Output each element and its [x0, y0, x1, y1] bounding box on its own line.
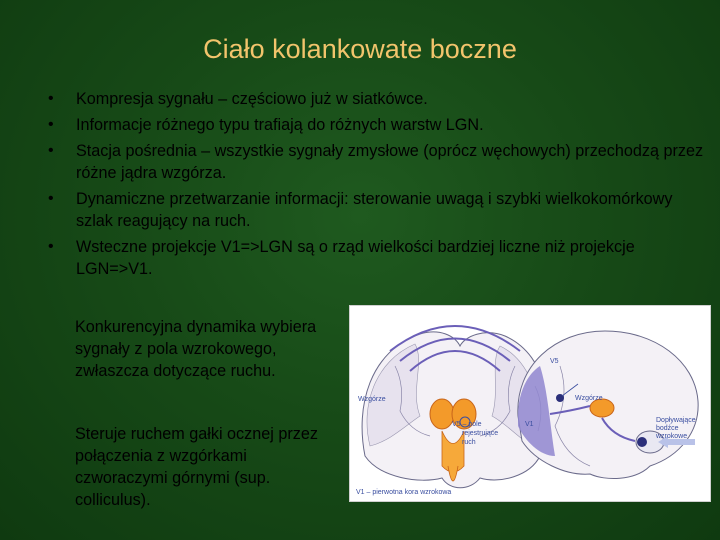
brain-diagram	[350, 306, 710, 501]
bullet-text: Informacje różnego typu trafiają do różnych warstw LGN.	[76, 116, 484, 134]
label-v1: V1	[525, 421, 534, 428]
bullet-item	[46, 188, 706, 232]
bullet-dot-icon: •	[48, 116, 54, 133]
bullet-text: Stacja pośrednia – wszystkie sygnały zmysłowe (oprócz węchowych) przechodzą przez różne jądra wzgórza.	[76, 142, 704, 182]
bullet-dot-icon: •	[48, 190, 54, 207]
bullet-item	[46, 236, 706, 280]
label-v5-pole-1: V5 – pole	[452, 421, 482, 428]
label-wzgorze-left: Wzgórze	[358, 396, 386, 403]
figure-caption: V1 – pierwotna kora wzrokowa	[356, 489, 452, 496]
side-paragraph: Konkurencyjna dynamika wybiera sygnały z pola wzrokowego, zwłaszcza dotyczące ruchu.	[75, 318, 317, 380]
thalamus-shape	[430, 399, 454, 429]
bullet-list	[46, 88, 706, 284]
bullet-dot-icon: •	[48, 90, 54, 107]
bullet-text: Dynamiczne przetwarzanie informacji: sterowanie uwagą i szybki wielkokomórkowy szlak reagujący na ruch.	[76, 190, 673, 230]
label-bodzce-1: Dopływające	[656, 417, 696, 424]
brain-figure	[349, 305, 711, 502]
side-paragraph: Steruje ruchem gałki ocznej przez połączenia z wzgórkami czworaczymi górnymi (sup. colliculus).	[75, 425, 318, 509]
bullet-text: Kompresja sygnału – częściowo już w siatkówce.	[76, 90, 428, 108]
bullet-dot-icon: •	[48, 238, 54, 255]
slide-title: Ciało kolankowate boczne	[203, 34, 517, 64]
label-v5-pole-2: rejestrujące	[462, 430, 499, 437]
label-wzgorze-right: Wzgórze	[575, 395, 603, 402]
bullet-text: Wsteczne projekcje V1=>LGN są o rząd wielkości bardziej liczne niż projekcje LGN=>V1.	[76, 238, 635, 278]
bullet-item	[46, 88, 706, 110]
bullet-item	[46, 140, 706, 184]
lateral-brain	[518, 331, 698, 479]
label-bodzce-3: wzrokowe	[656, 433, 688, 440]
bullet-item	[46, 114, 706, 136]
label-v5: V5	[550, 358, 559, 365]
bullet-dot-icon: •	[48, 142, 54, 159]
label-v5-pole-3: ruch	[462, 439, 476, 446]
label-bodzce-2: bodźce	[656, 425, 679, 432]
